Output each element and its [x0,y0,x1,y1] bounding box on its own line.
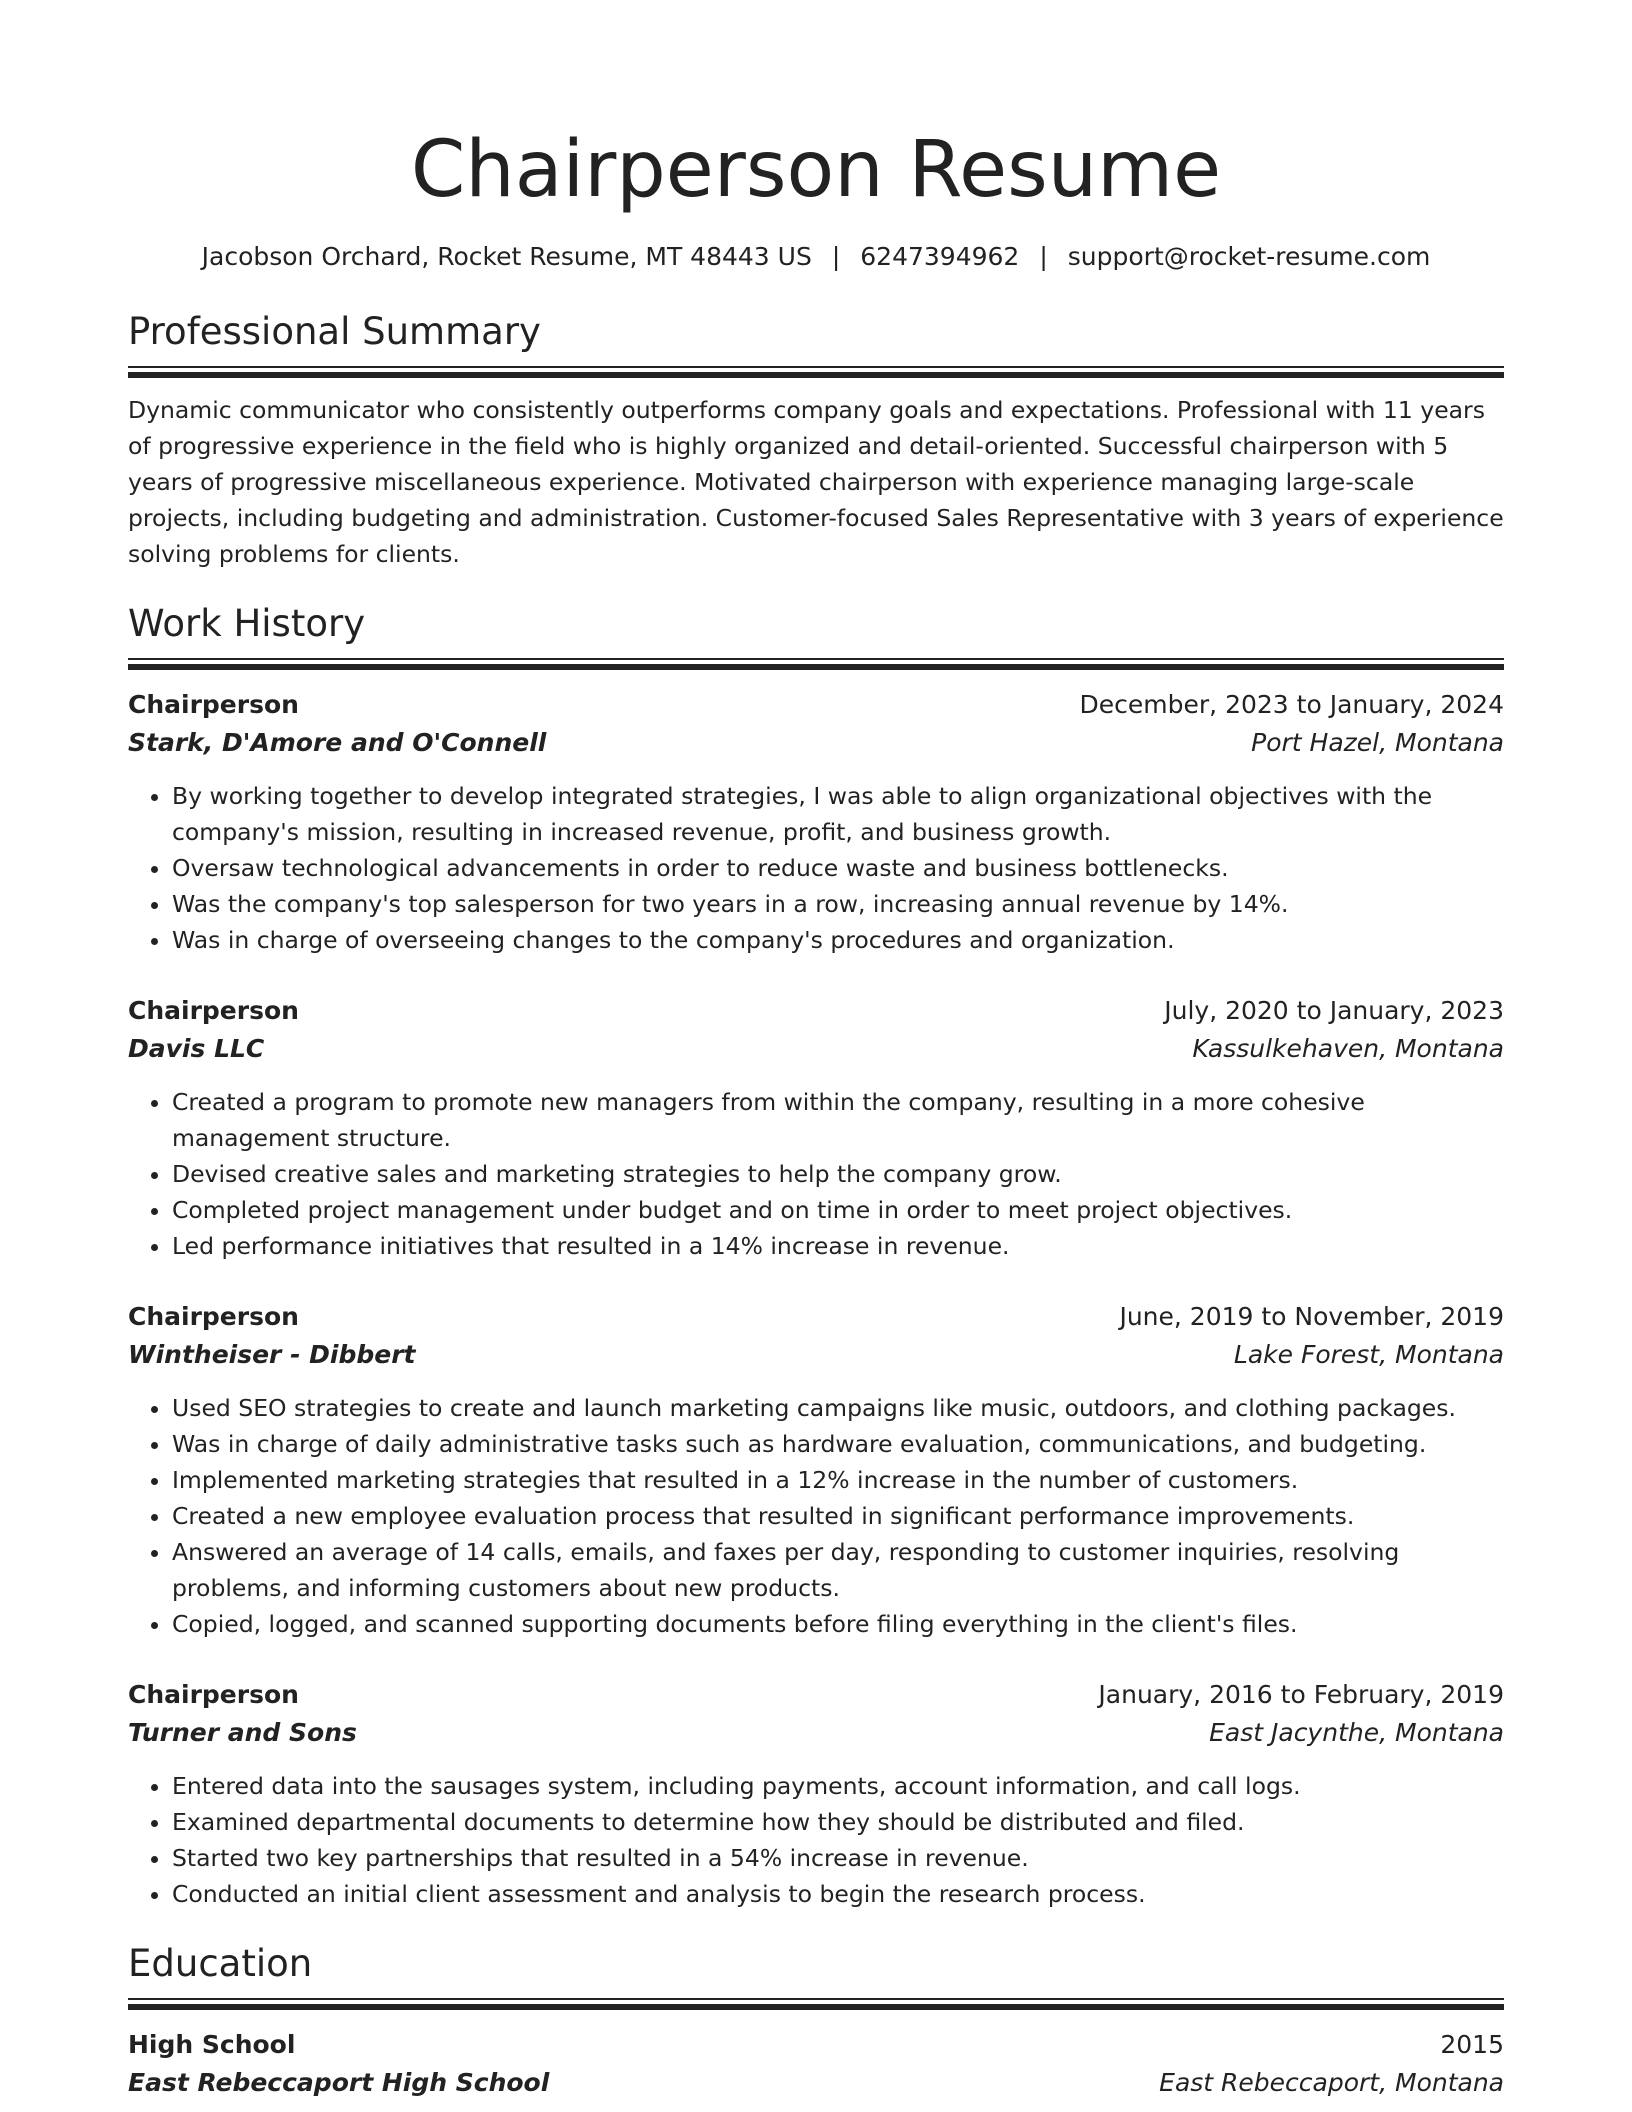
section-divider [128,366,1504,378]
school-name: East Rebeccaport High School [128,2068,550,2097]
job-bullet: • Used SEO strategies to create and launch marketing campaigns like music, outdoors, and clothing packages. [172,1390,1504,1426]
section-title-education: Education [128,1942,313,1985]
job-bullet: • Started two key partnerships that resulted in a 54% increase in revenue. [172,1840,1504,1876]
contact-separator: | [1039,242,1048,271]
contact-separator: | [831,242,841,271]
job-bullet: • Conducted an initial client assessment and analysis to begin the research process. [172,1876,1504,1912]
job-location: Port Hazel, Montana [1251,728,1504,757]
job-bullets [128,778,1504,958]
job-bullet: • Led performance initiatives that resulted in a 14% increase in revenue. [172,1228,1504,1264]
job-bullet: • Created a new employee evaluation process that resulted in significant performance improvements. [172,1498,1504,1534]
job-bullet: • Examined departmental documents to determine how they should be distributed and filed. [172,1804,1504,1840]
job-bullet: • Was the company's top salesperson for two years in a row, increasing annual revenue by 14%. [172,886,1504,922]
job-entry [128,686,1504,958]
job-bullet: • Was in charge of overseeing changes to the company's procedures and organization. [172,922,1504,958]
job-bullet: • Was in charge of daily administrative tasks such as hardware evaluation, communications, and budgeting. [172,1426,1504,1462]
contact-line [128,240,1504,274]
job-title: Chairperson [128,1680,299,1709]
job-location: Lake Forest, Montana [1233,1340,1504,1369]
section-title-summary: Professional Summary [128,310,541,353]
company-name: Turner and Sons [128,1718,357,1747]
job-title: Chairperson [128,996,299,1025]
job-bullet: • Completed project management under budget and on time in order to meet project objectives. [172,1192,1504,1228]
company-name: Wintheiser - Dibbert [128,1340,416,1369]
job-title: Chairperson [128,1302,299,1331]
job-bullets [128,1084,1504,1264]
job-entry [128,1298,1504,1642]
job-title: Chairperson [128,690,299,719]
job-bullet: • Entered data into the sausages system, including payments, account information, and call logs. [172,1768,1504,1804]
school-location: East Rebeccaport, Montana [1159,2068,1504,2097]
job-bullet: • Implemented marketing strategies that resulted in a 12% increase in the number of customers. [172,1462,1504,1498]
job-bullet: • Answered an average of 14 calls, emails, and faxes per day, responding to customer inquiries, resolving problems, and informing customers about new products. [172,1534,1504,1606]
section-divider [128,658,1504,670]
contact-address: Jacobson Orchard, Rocket Resume, MT 48443 US [201,242,812,271]
job-location: East Jacynthe, Montana [1209,1718,1504,1747]
education-year: 2015 [1440,2030,1504,2059]
education-degree: High School [128,2030,296,2059]
contact-email: support@rocket-resume.com [1067,242,1431,271]
job-location: Kassulkehaven, Montana [1192,1034,1504,1063]
resume-page [128,0,1504,2102]
job-dates: December, 2023 to January, 2024 [1079,690,1504,719]
job-bullets [128,1390,1504,1642]
job-bullet: • By working together to develop integrated strategies, I was able to align organizational objectives with the company's mission, resulting in increased revenue, profit, and business growth. [172,778,1504,850]
job-bullet: • Oversaw technological advancements in order to reduce waste and business bottlenecks. [172,850,1504,886]
job-bullet: • Copied, logged, and scanned supporting documents before filing everything in the client's files. [172,1606,1504,1642]
company-name: Davis LLC [128,1034,265,1063]
section-title-work-history: Work History [128,602,366,645]
job-dates: June, 2019 to November, 2019 [1119,1302,1504,1331]
section-divider [128,1998,1504,2010]
job-entry [128,1676,1504,1912]
job-bullet: • Devised creative sales and marketing strategies to help the company grow. [172,1156,1504,1192]
job-dates: January, 2016 to February, 2019 [1098,1680,1504,1709]
education-entry [128,2026,1504,2102]
contact-phone: 6247394962 [860,242,1020,271]
job-bullets [128,1768,1504,1912]
job-entry [128,992,1504,1264]
job-dates: July, 2020 to January, 2023 [1164,996,1504,1025]
resume-title: Chairperson Resume [410,125,1222,215]
summary-text: Dynamic communicator who consistently outperforms company goals and expectations. Professional with 11 years of progressive experience in the field who is highly organized and detail-oriented. Successful chairperson with 5 years of progressive miscellaneous experience. Motivated chairperson with experience managing large-scale projects, including budgeting and administration. Customer-focused Sales Representative with 3 years of experience solving problems for clients. [128,396,1504,568]
company-name: Stark, D'Amore and O'Connell [128,728,547,757]
job-bullet: • Created a program to promote new managers from within the company, resulting in a more cohesive management structure. [172,1084,1504,1156]
